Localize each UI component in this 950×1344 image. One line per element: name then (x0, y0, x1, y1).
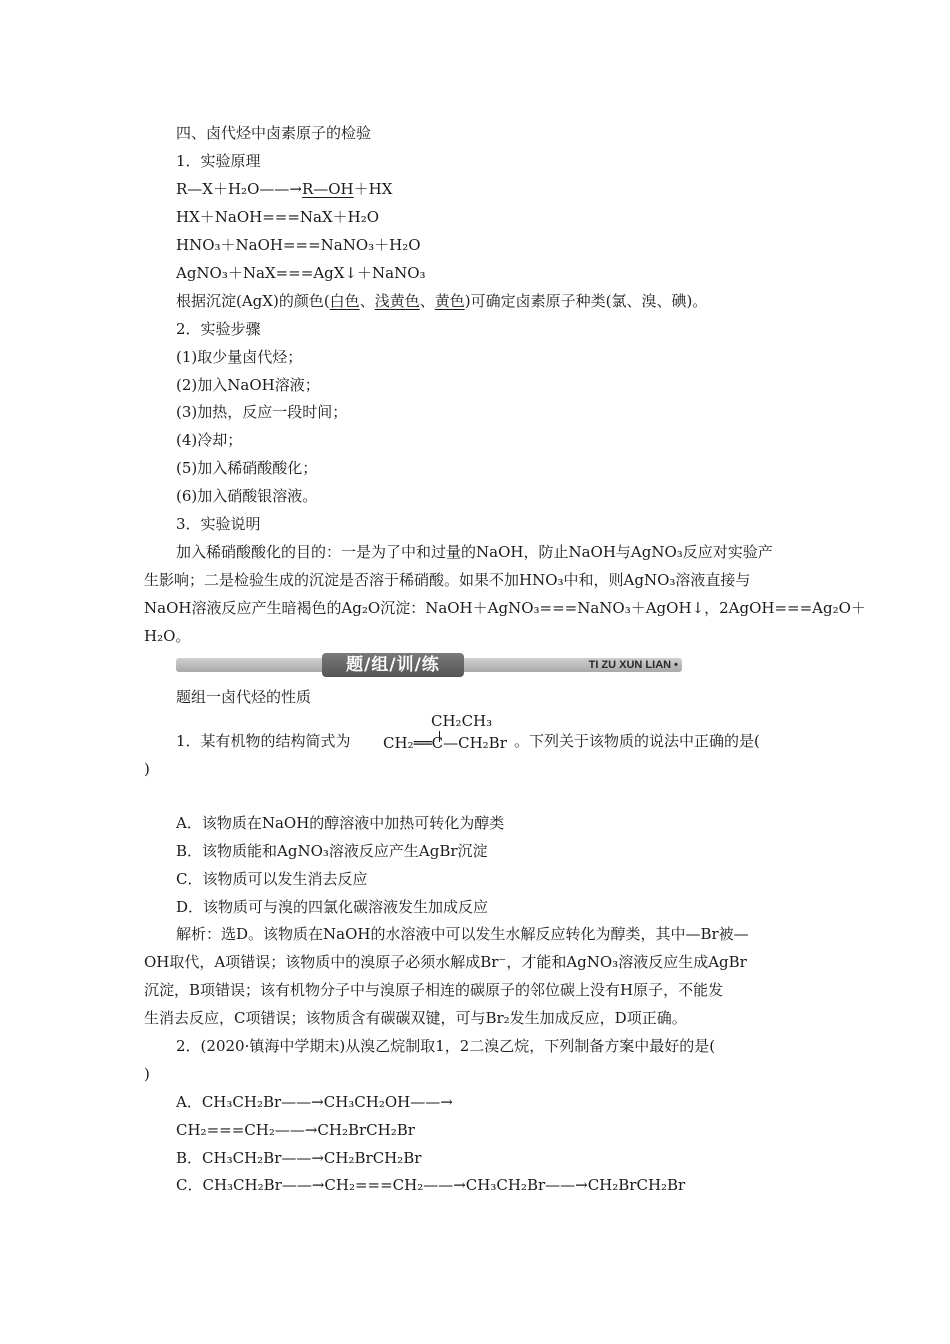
analysis-line: OH取代，A项错误；该物质中的溴原子必须水解成Br⁻，才能和AgNO₃溶液反应生成AgBr (144, 953, 747, 971)
subheading-principle: 1．实验原理 (176, 152, 261, 170)
option-a: A．该物质在NaOH的醇溶液中加热可转化为醇类 (176, 814, 505, 832)
q2-option-a: A．CH₃CH₂Br——→CH₃CH₂OH——→ (176, 1093, 453, 1111)
step-item: (2)加入NaOH溶液； (176, 376, 320, 394)
equation-neutralization: HX＋NaOH===NaX＋H₂O (176, 208, 380, 226)
formula-branch: CH₂CH₃ (431, 712, 493, 730)
equation-byproduct: ＋HX (353, 180, 393, 198)
equation-acid-base: HNO₃＋NaOH===NaNO₃＋H₂O (176, 236, 421, 254)
analysis-line: 沉淀，B项错误；该有机物分子中与溴原子相连的碳原子的邻位碳上没有H原子，不能发 (144, 981, 724, 999)
color-text-end: )可确定卤素原子种类(氯、溴、碘)。 (464, 292, 708, 310)
question-1-paren: ) (144, 760, 150, 778)
note-line: 加入稀硝酸酸化的目的：一是为了中和过量的NaOH，防止NaOH与AgNO₃反应对实验产 (176, 543, 773, 561)
structural-formula (383, 712, 523, 756)
question-1-stem-end: 。下列关于该物质的说法中正确的是( (514, 732, 760, 750)
reaction-arrow: ——→ (259, 180, 302, 198)
question-1-stem (176, 730, 351, 752)
question-2-stem: 2．(2020·镇海中学期末)从溴乙烷制取1，2二溴乙烷，下列制备方案中最好的是( (176, 1037, 716, 1055)
separator: 、 (419, 292, 435, 310)
question-2-paren: ) (144, 1065, 150, 1083)
q2-option-a-cont: CH₂===CH₂——→CH₂BrCH₂Br (176, 1121, 415, 1139)
equation-product-blank: R—OH (301, 180, 354, 198)
subheading-steps: 2．实验步骤 (176, 320, 261, 338)
equation-reactants: R—X＋H₂O (176, 180, 260, 198)
step-item: (5)加入稀硝酸酸化； (176, 459, 318, 477)
answer-white: 白色 (329, 292, 360, 310)
equation-hydrolysis (176, 178, 392, 200)
equation-precipitation: AgNO₃＋NaX===AgX↓＋NaNO₃ (176, 264, 426, 282)
formula-main-chain: CH₂══C—CH₂Br (383, 734, 507, 752)
exercise-banner (176, 653, 682, 677)
answer-pale-yellow: 浅黄色 (374, 292, 420, 310)
q2-option-c: C．CH₃CH₂Br——→CH₂===CH₂——→CH₃CH₂Br——→CH₂BrCH₂Br (176, 1176, 686, 1194)
q2-option-b: B．CH₃CH₂Br——→CH₂BrCH₂Br (176, 1149, 422, 1167)
option-d: D．该物质可与溴的四氯化碳溶液发生加成反应 (176, 898, 489, 916)
option-c: C．该物质可以发生消去反应 (176, 870, 368, 888)
answer-yellow: 黄色 (434, 292, 465, 310)
section-heading: 四、卤代烃中卤素原子的检验 (176, 124, 372, 142)
step-item: (1)取少量卤代烃； (176, 348, 303, 366)
note-line: H₂O。 (144, 627, 191, 645)
note-line: NaOH溶液反应产生暗褐色的Ag₂O沉淀：NaOH＋AgNO₃===NaNO₃＋AgOH↓，2AgOH===Ag₂O＋ (144, 599, 866, 617)
subheading-notes: 3．实验说明 (176, 515, 261, 533)
analysis-line: 解析：选D。该物质在NaOH的水溶液中可以发生水解反应转化为醇类，其中—Br被— (176, 925, 749, 943)
step-item: (4)冷却； (176, 431, 243, 449)
banner-pinyin: TI ZU XUN LIAN • (588, 659, 678, 671)
group-title: 题组一卤代烃的性质 (176, 688, 312, 706)
banner-title: 题/组/训/练 (322, 653, 464, 677)
analysis-line: 生消去反应，C项错误；该物质含有碳碳双键，可与Br₂发生加成反应，D项正确。 (144, 1009, 687, 1027)
step-item: (6)加入硝酸银溶液。 (176, 487, 318, 505)
color-identification (176, 290, 707, 312)
question-1-stem-start: 1．某有机物的结构简式为 (176, 732, 351, 750)
option-b: B．该物质能和AgNO₃溶液反应产生AgBr沉淀 (176, 842, 488, 860)
note-line: 生影响；二是检验生成的沉淀是否溶于稀硝酸。如果不加HNO₃中和，则AgNO₃溶液直接与 (144, 571, 751, 589)
separator: 、 (359, 292, 375, 310)
color-text-start: 根据沉淀(AgX)的颜色( (176, 292, 330, 310)
step-item: (3)加热，反应一段时间； (176, 403, 348, 421)
